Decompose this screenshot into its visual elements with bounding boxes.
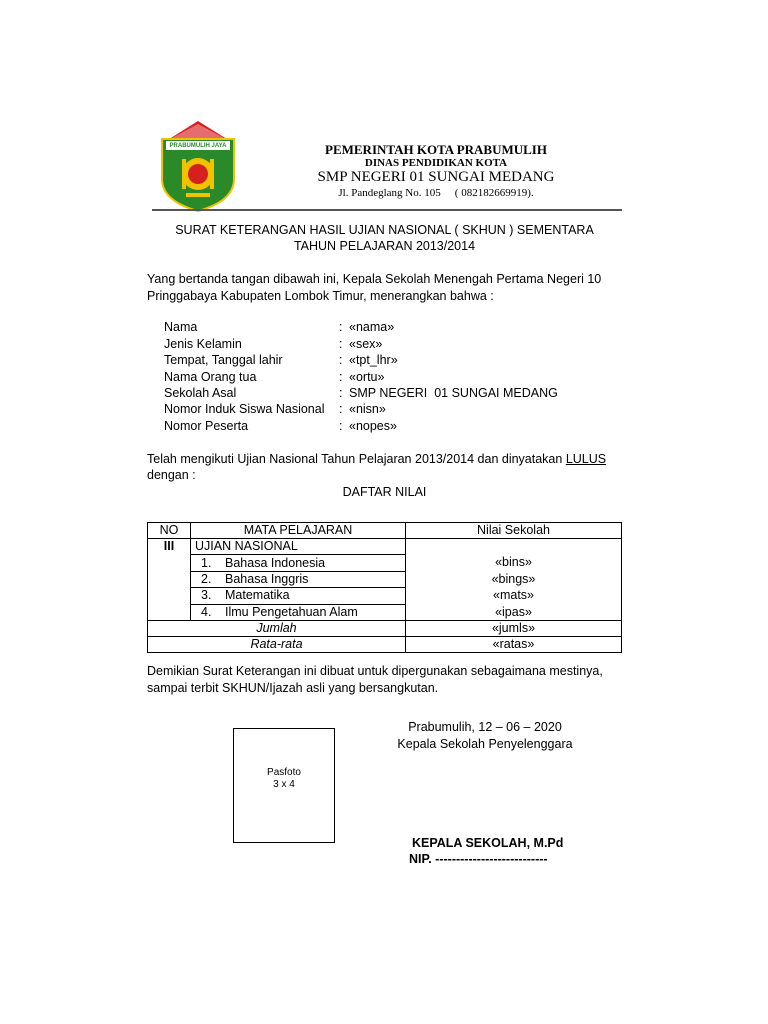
intro-line-2: Pringgabaya Kabupaten Lombok Timur, menerangkan bahwa : xyxy=(147,289,494,303)
subject-name: Ilmu Pengetahuan Alam xyxy=(225,604,358,619)
info-colon: : xyxy=(339,320,343,334)
info-colon: : xyxy=(339,353,343,367)
status-lulus: LULUS xyxy=(565,452,607,466)
info-value: «nisn» xyxy=(349,402,386,416)
info-colon: : xyxy=(339,419,343,433)
subject-num: 1. xyxy=(201,555,212,570)
subject-name: Bahasa Indonesia xyxy=(225,555,326,570)
info-colon: : xyxy=(339,386,343,400)
closing-line-2: sampai terbit SKHUN/Ijazah asli yang bersangkutan. xyxy=(147,681,439,695)
table-row xyxy=(148,539,622,555)
subject-cell xyxy=(191,571,406,587)
info-label: Nama xyxy=(164,320,198,334)
logo-banner-text: PRABUMULIH JAYA xyxy=(169,143,227,149)
signer-name: KEPALA SEKOLAH, M.Pd xyxy=(412,836,564,850)
header-divider xyxy=(152,209,622,211)
subject-cell xyxy=(191,555,406,571)
grades-table xyxy=(147,522,622,653)
subject-num: 2. xyxy=(201,571,212,586)
score-value: «mats» xyxy=(493,588,534,602)
photo-label-line-2: 3 x 4 xyxy=(273,779,295,790)
info-label: Nomor Induk Siswa Nasional xyxy=(164,402,325,416)
document-title: SURAT KETERANGAN HASIL UJIAN NASIONAL ( SKHUN ) SEMENTARA xyxy=(175,223,594,237)
score-value: «ipas» xyxy=(495,604,532,619)
info-label: Jenis Kelamin xyxy=(164,337,242,351)
info-value: SMP NEGERI 01 SUNGAI MEDANG xyxy=(349,386,558,400)
statement-text: Telah mengikuti Ujian Nasional Tahun Pelajaran 2013/2014 dan dinyatakan xyxy=(147,452,566,466)
info-value: «tpt_lhr» xyxy=(349,353,398,367)
table-row-rata xyxy=(148,637,622,653)
rata-value: «ratas» xyxy=(406,637,622,653)
subject-name: Bahasa Inggris xyxy=(225,571,309,586)
header-no: NO xyxy=(148,523,191,539)
government-name: PEMERINTAH KOTA PRABUMULIH xyxy=(325,142,547,157)
table-title: DAFTAR NILAI xyxy=(342,485,427,499)
jumlah-label: Jumlah xyxy=(148,621,406,637)
statement-line-1 xyxy=(147,452,606,466)
subject-num: 4. xyxy=(201,604,212,619)
rata-label: Rata-rata xyxy=(148,637,406,653)
photo-label-line-1: Pasfoto xyxy=(267,767,301,778)
header-subject: MATA PELAJARAN xyxy=(191,523,406,539)
info-label: Nama Orang tua xyxy=(164,370,257,384)
score-cell xyxy=(406,539,622,621)
statement-line-2: dengan : xyxy=(147,468,196,482)
school-address: Jl. Pandeglang No. 105   ( 082182669919). xyxy=(338,187,534,199)
group-name: UJIAN NASIONAL xyxy=(191,539,406,555)
info-colon: : xyxy=(339,370,343,384)
signer-role: Kepala Sekolah Penyelenggara xyxy=(397,737,573,751)
school-name: SMP NEGERI 01 SUNGAI MEDANG xyxy=(317,169,555,185)
signer-nip: NIP. --------------------------- xyxy=(409,852,548,866)
photo-label xyxy=(234,767,334,791)
subject-num: 3. xyxy=(201,588,212,603)
info-value: «sex» xyxy=(349,337,383,351)
info-label: Tempat, Tanggal lahir xyxy=(164,353,283,367)
city-emblem-logo xyxy=(156,119,240,213)
subject-cell xyxy=(191,604,406,620)
table-header-row xyxy=(148,523,622,539)
photo-placeholder xyxy=(233,728,335,843)
group-number: III xyxy=(148,539,191,621)
closing-line-1: Demikian Surat Keterangan ini dibuat untuk dipergunakan sebagaimana mestinya, xyxy=(147,664,603,678)
department-name: DINAS PENDIDIKAN KOTA xyxy=(364,157,508,169)
header-score: Nilai Sekolah xyxy=(406,523,622,539)
document-subtitle: TAHUN PELAJARAN 2013/2014 xyxy=(293,239,476,253)
info-label: Nomor Peserta xyxy=(164,419,249,433)
place-date: Prabumulih, 12 – 06 – 2020 xyxy=(408,720,562,734)
info-label: Sekolah Asal xyxy=(164,386,237,400)
info-colon: : xyxy=(339,402,343,416)
score-value: «bings» xyxy=(491,571,536,586)
info-value: «nama» xyxy=(349,320,395,334)
intro-line-1: Yang bertanda tangan dibawah ini, Kepala Sekolah Menengah Pertama Negeri 10 xyxy=(147,272,602,286)
subject-cell xyxy=(191,588,406,604)
info-value: «ortu» xyxy=(349,370,385,384)
jumlah-value: «jumls» xyxy=(406,621,622,637)
score-value: «bins» xyxy=(495,555,532,569)
subject-name: Matematika xyxy=(225,588,290,603)
table-row-jumlah xyxy=(148,621,622,637)
info-colon: : xyxy=(339,337,343,351)
info-value: «nopes» xyxy=(349,419,397,433)
